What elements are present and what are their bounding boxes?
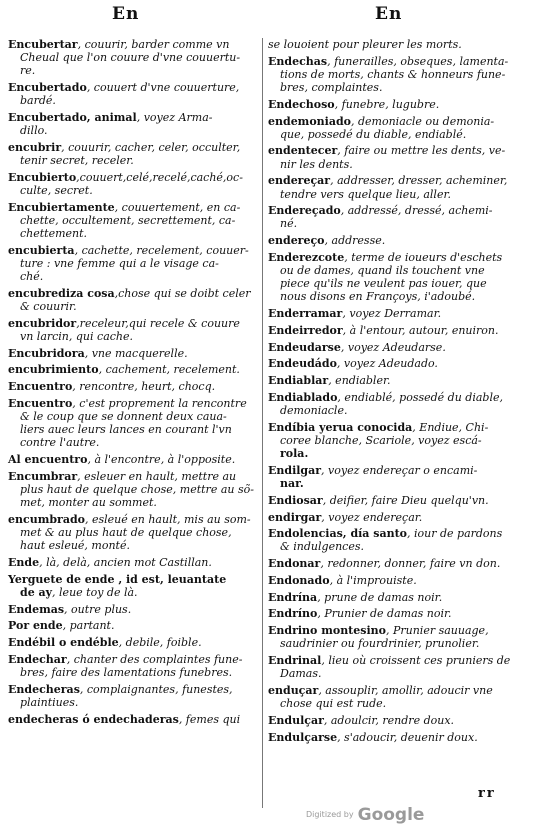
headword: Endechas <box>268 54 328 68</box>
entry-line <box>268 654 546 667</box>
definition: ,chose qui se doibt celer <box>114 286 251 300</box>
definition: dillo. <box>20 124 48 138</box>
entry-line <box>268 357 546 370</box>
dictionary-entry <box>268 341 546 354</box>
definition: demoniacle. <box>280 404 348 418</box>
headword: endereçar <box>268 174 331 188</box>
definition: plaintiues. <box>20 695 79 709</box>
definition: bardé. <box>20 94 56 108</box>
dictionary-entry <box>268 421 546 460</box>
dictionary-entry <box>268 234 546 247</box>
headword: rola. <box>280 447 309 461</box>
dictionary-entry <box>8 244 260 283</box>
headword: endemoniado <box>268 114 351 128</box>
headword: enduçar <box>268 684 319 697</box>
entry-line <box>268 128 546 141</box>
entry-line <box>268 421 546 434</box>
dictionary-entry <box>268 55 546 94</box>
definition: bres, complaintes. <box>280 81 383 95</box>
entry-line <box>8 227 260 240</box>
definition: tions de morts, chants & honneurs fune- <box>280 67 506 81</box>
dictionary-entry <box>268 204 546 230</box>
entry-line <box>268 277 546 290</box>
definition: , complaignantes, funestes, <box>79 682 233 696</box>
definition: , couurir, cacher, celer, occulter, <box>61 140 241 154</box>
dictionary-entry <box>268 374 546 387</box>
definition: , à l'encontre, à l'opposite. <box>87 453 236 467</box>
entry-line <box>8 141 260 154</box>
dictionary-entry <box>8 713 260 726</box>
headword: encubrediza cosa <box>8 286 115 300</box>
entry-line <box>268 68 546 81</box>
definition: , outre plus. <box>64 602 132 616</box>
definition: chette, occultement, secrettement, ca- <box>20 213 236 227</box>
definition: , voyez Adeudado. <box>336 357 438 371</box>
definition: met & au plus haut de quelque chose, <box>20 526 232 540</box>
definition: , esleuer en hault, mettre au <box>77 469 237 483</box>
entry-line <box>8 94 260 107</box>
headword: Encubiertamente <box>8 200 115 214</box>
headword: Endrino montesino <box>268 624 386 638</box>
definition: , Prunier sauuage, <box>385 624 489 638</box>
definition: , assouplir, amollir, adoucir vne <box>318 684 493 697</box>
entry-line <box>268 144 546 157</box>
dictionary-entry <box>268 511 546 524</box>
headword: Endecheras <box>8 682 80 696</box>
dictionary-entry <box>268 684 546 710</box>
entry-line <box>8 201 260 214</box>
dictionary-entry <box>8 111 260 137</box>
dictionary-entry <box>8 619 260 632</box>
definition: , adoulcir, rendre doux. <box>323 713 455 727</box>
entry-line <box>8 513 260 526</box>
headword: Endereçado <box>268 204 341 218</box>
dictionary-entry <box>268 557 546 570</box>
definition: tenir secret, receler. <box>20 154 134 168</box>
entry-line <box>268 684 546 697</box>
definition: & couurir. <box>20 299 77 313</box>
headword: endentecer <box>268 144 338 158</box>
headword: Enderramar <box>268 307 343 321</box>
entry-line <box>268 81 546 94</box>
headword: encumbrado <box>8 512 85 526</box>
entry-line <box>268 391 546 404</box>
headword: Encubridora <box>8 346 85 360</box>
entry-line <box>268 624 546 637</box>
definition: , Endiue, Chi- <box>412 420 489 434</box>
entry-line <box>8 586 260 599</box>
dictionary-entry <box>268 494 546 507</box>
definition: , rencontre, heurt, chocq. <box>72 380 216 394</box>
definition: , couuertement, en ca- <box>114 200 241 214</box>
definition: , voyez endereçar o encami- <box>321 463 478 477</box>
entry-line <box>8 653 260 666</box>
definition: ou de dames, quand ils touchent vne <box>280 264 485 278</box>
headword: Por ende <box>8 619 63 633</box>
definition: chose qui est rude. <box>280 697 387 711</box>
definition: , addresser, dresser, acheminer, <box>330 174 508 188</box>
dictionary-entry <box>8 363 260 376</box>
headword: Endechar <box>8 652 67 666</box>
entry-line <box>8 539 260 552</box>
entry-line <box>8 300 260 313</box>
entry-line <box>268 174 546 187</box>
entry-line <box>268 188 546 201</box>
definition: Damas. <box>280 667 322 681</box>
entry-line <box>268 714 546 727</box>
definition: Cheual que l'on couure d'vne couuertu- <box>20 51 241 65</box>
entry-line <box>8 556 260 569</box>
entry-line <box>8 436 260 449</box>
headword: Endiosar <box>268 493 323 507</box>
headword: endecheras ó endechaderas <box>8 712 179 726</box>
dictionary-entry <box>8 470 260 509</box>
entry-line <box>8 496 260 509</box>
definition: , demoniacle ou demonia- <box>351 114 495 128</box>
entry-line <box>268 38 546 51</box>
entry-line <box>268 404 546 417</box>
headword: encubrir <box>8 140 62 154</box>
entry-line <box>268 527 546 540</box>
headword: Endiablar <box>268 374 329 388</box>
definition: , leue toy de là. <box>52 585 138 599</box>
entry-line <box>8 603 260 616</box>
definition: , couurir, barder comme vn <box>77 38 230 51</box>
headword: Endeudarse <box>268 340 341 354</box>
entry-line <box>268 98 546 111</box>
definition: , addresse. <box>324 234 386 248</box>
headword: Endulçar <box>268 713 324 727</box>
definition: se louoient pour pleurer les morts. <box>268 38 462 51</box>
entry-line <box>8 363 260 376</box>
dictionary-entry <box>8 683 260 709</box>
headword: Endilgar <box>268 463 322 477</box>
headword: Endemas <box>8 602 65 616</box>
entry-line <box>8 38 260 51</box>
definition: , partant. <box>62 619 115 633</box>
watermark-prefix: Digitized by <box>306 810 354 819</box>
definition: , faire ou mettre les dents, ve- <box>337 144 506 158</box>
definition: coree blanche, Scariole, voyez escá- <box>280 433 482 447</box>
entry-line <box>268 477 546 490</box>
headword: Yerguete de ende , id est, leuantate <box>8 572 227 586</box>
definition: re. <box>20 64 36 78</box>
entry-line <box>268 511 546 524</box>
headword: Encuentro <box>8 396 73 410</box>
definition: , esleué en hault, mis au som- <box>84 512 251 526</box>
entry-line <box>8 470 260 483</box>
entry-line <box>268 607 546 620</box>
definition: , iour de pardons <box>407 527 503 541</box>
dictionary-entry <box>268 464 546 490</box>
definition: , terme de ioueurs d'eschets <box>344 250 503 264</box>
definition: , cachette, recelement, couuer- <box>74 243 249 257</box>
definition: que, possedé du diable, endiablé. <box>280 127 467 141</box>
headword: Encubertado, animal <box>8 110 137 124</box>
entry-line <box>8 453 260 466</box>
definition: , Prunier de damas noir. <box>317 607 452 621</box>
digitized-watermark <box>306 804 424 825</box>
entry-line <box>8 696 260 709</box>
definition: , voyez Arma- <box>136 110 213 124</box>
definition: , prune de damas noir. <box>317 590 443 604</box>
headword: Ende <box>8 555 40 569</box>
definition: , s'adoucir, deuenir doux. <box>337 730 478 744</box>
entry-line <box>8 636 260 649</box>
entry-line <box>8 64 260 77</box>
headword: encubrimiento <box>8 363 99 377</box>
entry-line <box>268 494 546 507</box>
definition: , redonner, donner, faire vn don. <box>320 557 501 571</box>
dictionary-entry <box>268 144 546 170</box>
definition: , à l'improuiste. <box>329 573 417 587</box>
column-divider <box>262 38 263 808</box>
dictionary-entry <box>268 654 546 680</box>
entry-line <box>8 526 260 539</box>
dictionary-entry <box>8 603 260 616</box>
definition: , couuert d'vne couuerture, <box>86 81 240 95</box>
dictionary-entry <box>268 574 546 587</box>
headword: Enderezcote <box>268 250 345 264</box>
definition: plus haut de quelque chose, mettre au sõ- <box>20 483 254 496</box>
entry-line <box>8 423 260 436</box>
headword: encubridor <box>8 316 77 330</box>
entry-line <box>268 697 546 710</box>
headword: Endrinal <box>268 654 322 668</box>
entry-line <box>8 184 260 197</box>
definition: , funerailles, obseques, lamenta- <box>327 54 509 68</box>
definition: , à l'entour, autour, enuiron. <box>342 323 499 337</box>
entry-line <box>268 447 546 460</box>
entry-line <box>268 540 546 553</box>
entry-line <box>8 317 260 330</box>
entry-line <box>8 683 260 696</box>
definition: , là, delà, ancien mot Castillan. <box>39 555 212 569</box>
definition: bres, faire des lamentations funebres. <box>20 666 233 680</box>
definition: & indulgences. <box>280 540 364 554</box>
dictionary-entry <box>8 81 260 107</box>
entry-line <box>268 731 546 744</box>
headword: Endolencias, día santo <box>268 527 408 541</box>
entry-line <box>268 557 546 570</box>
definition: , deifier, faire Dieu quelqu'vn. <box>322 493 489 507</box>
headword: Endiablado <box>268 390 338 404</box>
entry-line <box>8 81 260 94</box>
headword: Endrína <box>268 590 318 604</box>
headword: encubierta <box>8 243 75 257</box>
dictionary-entry <box>268 38 546 51</box>
entry-line <box>8 380 260 393</box>
entry-line <box>8 270 260 283</box>
headword: Endulçarse <box>268 730 338 744</box>
headword: Endíbia yerua conocida <box>268 420 413 434</box>
definition: , chanter des complaintes fune- <box>66 652 243 666</box>
entry-line <box>8 154 260 167</box>
definition: saudrinier ou fourdrinier, prunolier. <box>280 637 480 651</box>
entry-line <box>268 115 546 128</box>
entry-line <box>268 464 546 477</box>
dictionary-entry <box>268 714 546 727</box>
entry-line <box>268 234 546 247</box>
definition: , endiabler. <box>328 374 391 388</box>
definition: nous disons en Françoys, i'adoubé. <box>280 290 476 304</box>
entry-line <box>268 204 546 217</box>
entry-line <box>8 347 260 360</box>
entry-line <box>268 251 546 264</box>
headword: de ay <box>20 585 53 599</box>
entry-line <box>8 257 260 270</box>
entry-line <box>8 713 260 726</box>
entry-line <box>8 330 260 343</box>
dictionary-entry <box>8 317 260 343</box>
definition: , voyez endereçar. <box>321 510 423 524</box>
definition: né. <box>280 217 298 231</box>
dictionary-entry <box>268 98 546 111</box>
dictionary-entry <box>268 307 546 320</box>
headword: Endechoso <box>268 97 335 111</box>
definition: liers auec leurs lances en courant l'vn <box>20 423 232 437</box>
definition: , vne macquerelle. <box>84 346 188 360</box>
entry-line <box>8 111 260 124</box>
dictionary-entry <box>268 251 546 304</box>
headword: Endébil o endéble <box>8 636 119 650</box>
definition: piece qu'ils ne veulent pas iouer, que <box>280 277 487 291</box>
entry-line <box>268 217 546 230</box>
definition: ,couuert,celé,recelé,caché,oc- <box>76 170 243 184</box>
dictionary-entry <box>268 624 546 650</box>
definition: , endiablé, possedé du diable, <box>337 390 503 404</box>
entry-line <box>8 214 260 227</box>
definition: haut esleué, monté. <box>20 539 130 553</box>
definition: chettement. <box>20 227 88 240</box>
headword: Endeudádo <box>268 357 337 371</box>
entry-line <box>8 573 260 586</box>
entry-line <box>8 483 260 496</box>
dictionary-entry <box>268 591 546 604</box>
dictionary-entry <box>8 380 260 393</box>
dictionary-entry <box>8 556 260 569</box>
left-column <box>8 38 260 729</box>
headword: Encuentro <box>8 380 73 394</box>
headword: endereço <box>268 234 325 248</box>
headword: Al encuentro <box>8 453 88 467</box>
definition: , c'est proprement la rencontre <box>72 396 247 410</box>
definition: , cachement, recelement. <box>98 363 240 377</box>
headword: Endonado <box>268 573 330 587</box>
headword: endirgar <box>268 510 322 524</box>
headword: Endonar <box>268 557 321 571</box>
entry-line <box>268 574 546 587</box>
definition: , addressé, dressé, achemi- <box>340 204 493 218</box>
entry-line <box>268 637 546 650</box>
dictionary-entry <box>268 174 546 200</box>
header-right: En <box>375 4 403 24</box>
definition: met, monter au sommet. <box>20 496 157 510</box>
entry-line <box>268 341 546 354</box>
dictionary-entry <box>268 324 546 337</box>
entry-line <box>8 410 260 423</box>
entry-line <box>268 307 546 320</box>
entry-line <box>8 397 260 410</box>
definition: , femes qui <box>178 712 241 726</box>
dictionary-entry <box>8 636 260 649</box>
definition: , voyez Adeudarse. <box>340 340 446 354</box>
dictionary-entry <box>268 607 546 620</box>
definition: , debile, foible. <box>118 636 202 650</box>
definition: vn larcin, qui cache. <box>20 329 133 343</box>
entry-line <box>268 591 546 604</box>
entry-line <box>268 374 546 387</box>
definition: , funebre, lugubre. <box>334 97 440 111</box>
dictionary-entry <box>268 115 546 141</box>
header-left: En <box>112 4 140 24</box>
definition: , lieu où croissent ces pruniers de <box>321 654 511 668</box>
definition: ture : vne femme qui a le visage ca- <box>20 256 219 270</box>
entry-line <box>268 158 546 171</box>
entry-line <box>8 124 260 137</box>
definition: , voyez Derramar. <box>342 307 442 321</box>
definition: nir les dents. <box>280 157 353 171</box>
definition: contre l'autre. <box>20 436 100 450</box>
entry-line <box>8 619 260 632</box>
definition: tendre vers quelque lieu, aller. <box>280 187 452 201</box>
entry-line <box>268 667 546 680</box>
dictionary-entry <box>268 357 546 370</box>
definition: ché. <box>20 270 44 284</box>
entry-line <box>268 434 546 447</box>
dictionary-entry <box>8 573 260 599</box>
entry-line <box>8 244 260 257</box>
definition: ,receleur,qui recele & couure <box>76 316 240 330</box>
definition: culte, secret. <box>20 183 93 197</box>
dictionary-entry <box>8 287 260 313</box>
dictionary-entry <box>8 513 260 552</box>
signature-mark: rr <box>478 786 496 801</box>
dictionary-entry <box>8 347 260 360</box>
definition: & le coup que se donnent deux caua- <box>20 410 227 424</box>
entry-line <box>268 290 546 303</box>
dictionary-entry <box>8 397 260 450</box>
dictionary-entry <box>8 201 260 240</box>
headword: nar. <box>280 477 304 491</box>
right-column <box>268 38 546 747</box>
dictionary-entry <box>8 141 260 167</box>
headword: Encubertar <box>8 38 78 51</box>
entry-line <box>8 287 260 300</box>
dictionary-entry <box>268 731 546 744</box>
headword: Endríno <box>268 607 318 621</box>
entry-line <box>268 55 546 68</box>
headword: Encubertado <box>8 81 87 95</box>
headword: Encumbrar <box>8 469 78 483</box>
dictionary-entry <box>8 38 260 77</box>
dictionary-entry <box>268 527 546 553</box>
entry-line <box>268 264 546 277</box>
dictionary-entry <box>8 453 260 466</box>
dictionary-entry <box>8 653 260 679</box>
entry-line <box>8 51 260 64</box>
entry-line <box>268 324 546 337</box>
watermark-brand: Google <box>357 804 425 825</box>
entry-line <box>8 666 260 679</box>
entry-line <box>8 171 260 184</box>
headword: Encubierto <box>8 170 77 184</box>
dictionary-entry <box>8 171 260 197</box>
dictionary-entry <box>268 391 546 417</box>
headword: Endeirredor <box>268 323 343 337</box>
